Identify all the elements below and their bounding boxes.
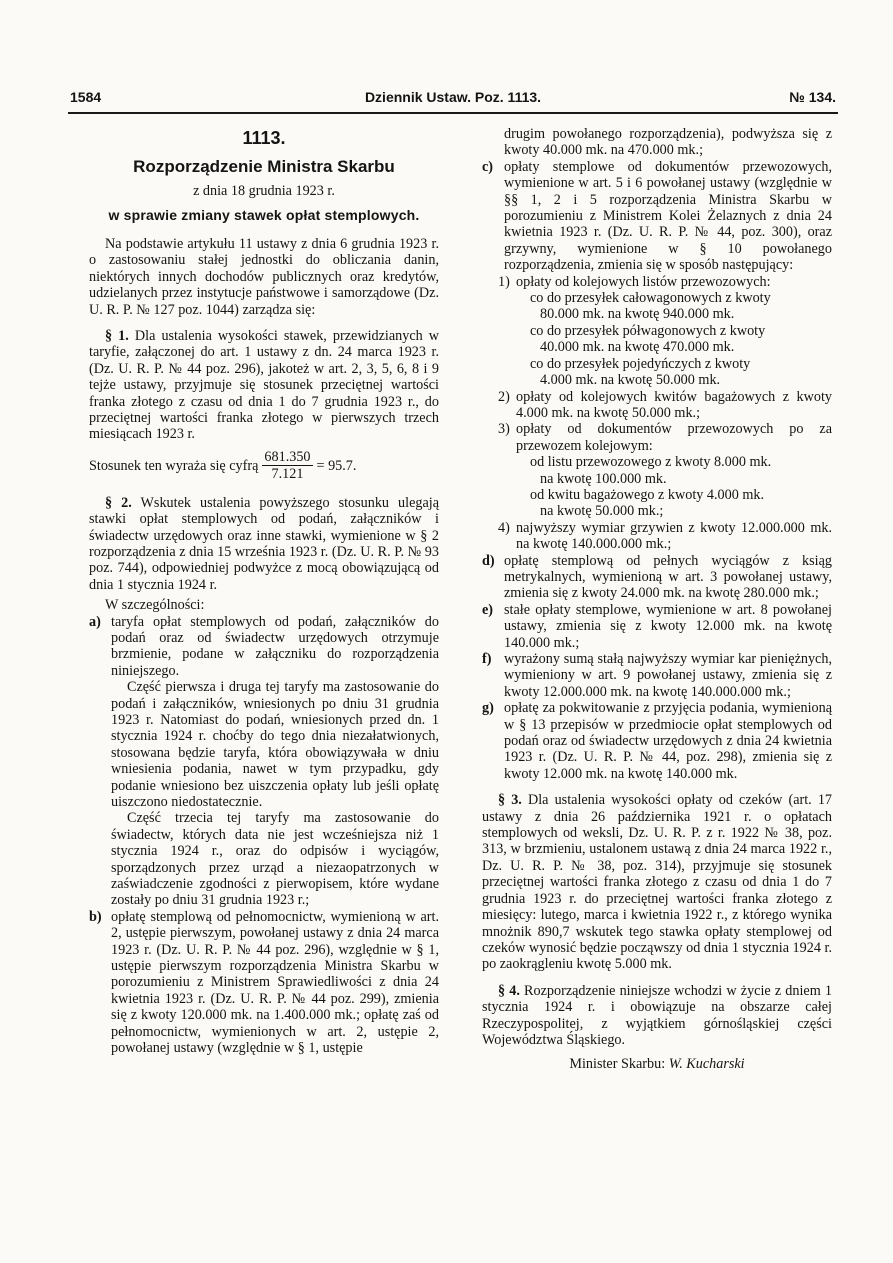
item-g [482,700,832,782]
item-a-paragraph-3: Część trzecia tej taryfy ma zastosowanie do świadectw, których data nie jest wcześniejsza niż 1 stycznia 1924 r., oraz do odpisów i wyciągów, sporządzonych przez urząd a niezaopatrzonych w zaświadczenie zgodności z pierwopisem, które wydane zostały po dniu 31 grudnia 1923 r.; [111,810,439,909]
item-b [89,909,439,1057]
regulation-title: Rozporządzenie Ministra Skarbu [133,157,395,176]
section-4-label: § 4. [498,982,520,999]
c1-line-2: co do przesyłek półwagonowych z kwoty [530,322,766,339]
item-g-text: opłatę za pokwitowanie z przyjęcia podania, wymienioną w § 13 przepisów w przedmiocie opłat stemplowych od podań oraz od świadectw urzędowych z dnia 24 kwietnia 1923 r. (Dz. U. R. P. № 44, poz. 298), zmienia się z kwoty 12.000 mk. na kwotę 140.000 mk. [504,700,832,782]
item-d [482,553,832,602]
c1-line-3: co do przesyłek pojedyńczych z kwoty [530,355,751,372]
section-4 [482,983,832,1049]
item-c [482,159,832,274]
section-2-text: Wskutek ustalenia powyższego stosunku ulegają stawki opłat stemplowych od podań, załączników i świadectw urzędowych oraz inne stawki, wymienione w § 2 rozporządzenia z dnia 15 września 1923 r. (Dz. U. R. P. № 93 poz. 744), odpowiedniej podwyżce z mocą obowiązującą od dnia 1 stycznia 1924 r. [89,494,440,593]
right-column [482,126,832,1073]
item-a [89,614,439,909]
item-c-label: c) [482,158,494,175]
item-d-text: opłatę stemplową od pełnych wyciągów z ksiąg metrykalnych, wymienioną w art. 3 powołanej ustawy, zmienia się z kwoty 24.000 mk. na kwotę 280.000 mk.; [504,552,832,602]
item-c-2 [482,389,832,422]
intro-paragraph: Na podstawie artykułu 11 ustawy z dnia 6 grudnia 1923 r. o zastosowaniu stałej jednostki do obliczania danin, niektórych innych dochodów publicznych oraz kredytów, udzielanych przez instytucje państwowe i samorządowe (Dz. U. R. P. № 127 poz. 1044) zarządza się: [89,236,439,318]
item-c-4-label: 4) [498,519,510,536]
ratio-fraction [262,449,312,483]
section-3-text: Dla ustalenia wysokości opłaty od czeków (art. 17 ustawy z dnia 26 października 1921 r. o opłatach stemplowych od weksli, Dz. U. R. P. z r. 1922 № 38, poz. 313, w brzmieniu, ustalonem ustawą z dnia 24 marca 1922 r., Dz. U. R. P. № 38, poz. 314), przyjmuje się stosunek przeciętnej wartości franka złotego z czasu od dnia 1 do 7 grudnia 1923 r. do przeciętnej wartości franka złotego z miesięcy: lutego, marca i kwietnia 1922 r., z którego wynika mnożnik 890,7 wskutek tego stawka opłaty stemplowej od czeków wynosić będzie począwszy od dnia 1 stycznia 1924 r. po zaokrągleniu kwotę 5.000 mk. [482,792,833,973]
particulars-heading: W szczególności: [105,597,205,614]
item-b-text: opłatę stemplową od pełnomocnictw, wymienioną w art. 2, ustępie pierwszym, powołanej ustawy z dnia 24 marca 1923 r. (Dz. U. R. P. № 44 poz. 296), względnie w § 1, ustępie pierwszym rozporządzenia Ministra Skarbu w porozumieniu z Ministrem Sprawiedliwości z dnia 24 kwietnia 1923 r. (Dz. U. R. P. № 44 poz. 299), zmienia się z kwoty 120.000 mk. na 1.400.000 mk.; opłatę zaś od pełnomocnictw, wymienionych w art. 2, ustępie 2, powołanej ustawy (względnie w § 1, ustępie [111,908,439,1057]
item-b-label: b) [89,908,102,925]
journal-title: Dziennik Ustaw. Poz. 1113. [364,89,542,105]
signature-role: Minister Skarbu: [569,1056,666,1073]
item-c-4-text: najwyższy wymiar grzywien z kwoty 12.000.000 mk. na kwotę 140.000.000 mk.; [516,519,832,553]
regulation-subject: w sprawie zmiany stawek opłat stemplowych. [108,207,420,223]
running-header [70,89,836,111]
item-c-3-text: opłaty od dokumentów przewozowych po za przewozem kolejowym: [516,421,832,454]
c1-line-1b: 80.000 mk. na kwotę 940.000 mk. [540,306,735,323]
item-c-2-label: 2) [498,388,510,405]
regulation-date: z dnia 18 grudnia 1923 r. [193,183,335,199]
item-c-text: opłaty stemplowe od dokumentów przewozowych, wymienione w art. 5 i 6 powołanej ustawy (względnie w §§ 1, 2 i 5 rozporządzenia Ministra Skarbu w porozumieniu z Ministrem Kolei Żelaznych z dnia 24 kwietnia 1923 r. (Dz. U. R. P. № 44, poz. 300), oraz grzywny, wymienione w § 10 powołanego rozporządzenia, zmienia się w sposób następujący: [504,158,832,274]
c1-line-3b: 4.000 mk. na kwotę 50.000 mk. [540,372,721,389]
issue-number: № 134. [789,89,836,105]
c3-line-1: od listu przewozowego z kwoty 8.000 mk. [530,454,772,471]
item-c-4 [482,520,832,553]
section-1 [89,328,439,443]
left-column [89,126,439,1057]
item-a-paragraph-2: Część pierwsza i druga tej taryfy ma zastosowanie do podań i załączników, wniesionych po dniu 31 grudnia 1923 r. Natomiast do podań, wniesionych przed dn. 1 stycznia 1924 r. choćby do tego dnia niezałatwionych, stosowana będzie taryfa, która obowiązywała w dniu wniesienia podania, nawet w tym przypadku, gdy podanie wniesiono bez uiszczenia opłaty lub jeśli opłatę uiszczono niedostatecznie. [111,679,439,810]
ratio-result: = 95.7. [316,457,357,474]
ratio-denominator: 7.121 [271,466,304,483]
item-g-label: g) [482,700,494,717]
item-c-3-label: 3) [498,421,510,438]
section-1-label: § 1. [105,328,129,345]
item-c-2-text: opłaty od kolejowych kwitów bagażowych z kwoty 4.000 mk. na kwotę 50.000 mk.; [516,388,832,421]
item-c-1-text: opłaty od kolejowych listów przewozowych: [516,273,771,290]
item-f [482,651,832,700]
c3-line-2b: na kwotę 50.000 mk.; [540,503,664,520]
c3-line-1b: na kwotę 100.000 mk. [540,470,667,487]
section-3 [482,792,832,972]
c1-line-1: co do przesyłek całowagonowych z kwoty [530,290,771,307]
item-a-text: taryfa opłat stemplowych od podań, załączników do podań oraz od świadectw urzędowych otrzymuje brzmienie, podane w załączniku do rozporządzenia niniejszego. [111,613,439,679]
section-4-text: Rozporządzenie niniejsze wchodzi w życie z dniem 1 stycznia 1924 r. i obowiązuje na obszarze całej Rzeczypospolitej, z wyjątkiem górnośląskiej części Województwa Śląskiego. [482,982,832,1048]
item-f-text: wyrażony sumą stałą najwyższy wymiar kar pieniężnych, wymieniony w art. 9 powołanej ustawy, zmienia się z kwoty 12.000.000 mk. na kwotę 140.000.000 mk.; [504,651,832,700]
section-2-label: § 2. [105,494,132,511]
page-number: 1584 [70,89,102,105]
item-e-text: stałe opłaty stemplowe, wymienione w art. 8 powołanej ustawy, zmienia się z kwoty 12.000 mk. na kwotę 140.000 mk.; [504,601,832,651]
section-2 [89,495,439,593]
item-c-3 [482,421,832,454]
ratio-line [89,449,439,483]
item-f-label: f) [482,651,492,667]
item-c-1-label: 1) [498,273,510,290]
section-3-label: § 3. [498,792,522,809]
header-rule [68,112,838,114]
c1-line-2b: 40.000 mk. na kwotę 470.000 mk. [540,339,735,356]
item-c-1 [482,274,832,290]
signature-name: W. Kucharski [668,1056,745,1073]
item-a-label: a) [89,613,101,630]
ratio-text: Stosunek ten wyraża się cyfrą [89,457,259,474]
c3-line-2: od kwitu bagażowego z kwoty 4.000 mk. [530,486,765,503]
ratio-numerator: 681.350 [264,448,311,465]
section-1-text: Dla ustalenia wysokości stawek, przewidzianych w taryfie, załączonej do art. 1 ustawy z dn. 24 marca 1923 r. (Dz. U. R. P. № 44 poz. 296), jakoteż w art. 2, 3, 5, 6, 8 i 9 tejże ustawy, przyjmuje się stosunek przeciętnej wartości franka złotego z czasu od dnia 1 do 7 grudnia 1923 r., do przeciętnej wartości franka złotego w pierwszych trzech miesiącach 1923 r. [89,328,440,443]
item-e-label: e) [482,601,494,618]
item-d-label: d) [482,552,495,569]
signature [482,1056,832,1072]
item-e [482,602,832,651]
item-b-continued: drugim powołanego rozporządzenia), podwyższa się z kwoty 40.000 mk. na 470.000 mk.; [504,126,832,159]
regulation-number: 1113. [242,128,286,148]
